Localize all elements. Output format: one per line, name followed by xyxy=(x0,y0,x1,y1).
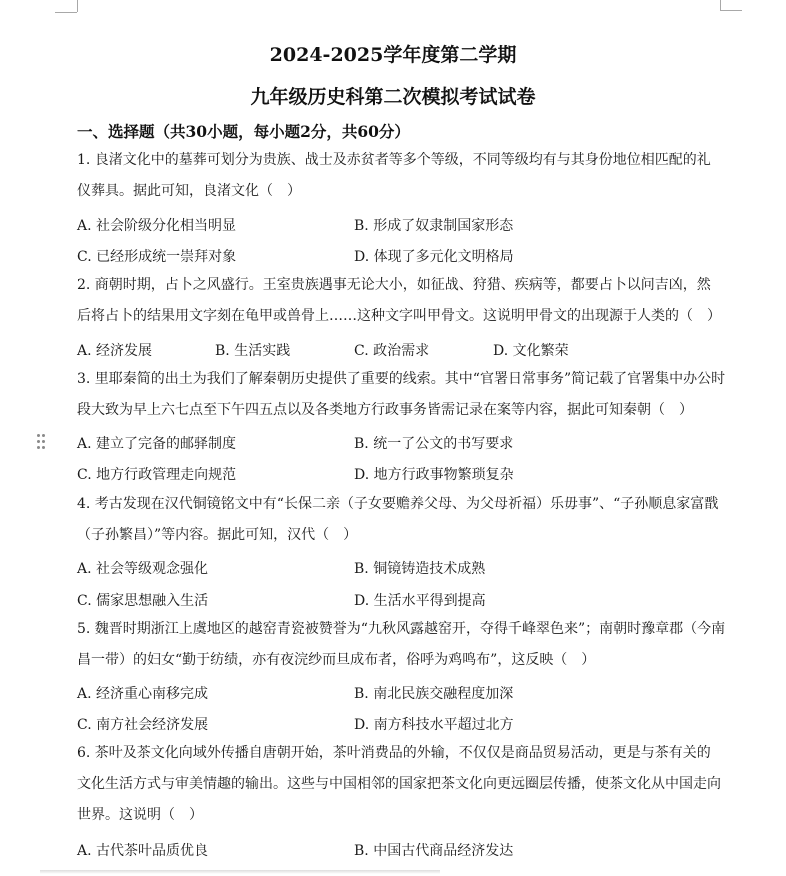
question-3 xyxy=(77,364,726,426)
q1-option-a: A. 社会阶级分化相当明显 xyxy=(77,218,237,234)
question-6-line-2: 文化生活方式与审美情趣的输出。这些与中国相邻的国家把茶文化向更远圈层传播，使茶文化从中国走向 xyxy=(77,776,721,792)
q1-option-c: C. 已经形成统一崇拜对象 xyxy=(77,249,237,265)
question-4-line-2: （子孙繁昌）”等内容。据此可知，汉代（ ） xyxy=(77,527,358,543)
q3-option-b: B. 统一了公文的书写要求 xyxy=(354,436,514,452)
document-title: 2024-2025学年度第二学期 xyxy=(269,44,517,66)
drag-handle-icon[interactable] xyxy=(37,434,47,452)
q4-option-c: C. 儒家思想融入生活 xyxy=(77,593,209,609)
q2-option-a: A. 经济发展 xyxy=(77,343,153,359)
question-1-line-1: 1. 良渚文化中的墓葬可划分为贵族、战士及赤贫者等多个等级，不同等级均有与其身份地位相匹配的礼 xyxy=(77,152,711,168)
q6-option-b: B. 中国古代商品经济发达 xyxy=(354,843,514,859)
question-6-line-1: 6. 茶叶及茶文化向域外传播自唐朝开始，茶叶消费品的外输，不仅仅是商品贸易活动，更是与茶有关的 xyxy=(77,745,711,761)
question-6 xyxy=(77,738,721,831)
question-1 xyxy=(77,145,717,207)
question-4 xyxy=(77,489,717,551)
section-heading: 一、选择题（共30小题，每小题2分，共60分） xyxy=(77,122,410,141)
q3-option-d: D. 地方行政事物繁琐复杂 xyxy=(354,467,514,483)
question-2-line-2: 后将占卜的结果用文字刻在龟甲或兽骨上……这种文字叫甲骨文。这说明甲骨文的出现源于人类的（ ） xyxy=(77,308,721,324)
document-subtitle: 九年级历史科第二次模拟考试试卷 xyxy=(250,86,536,108)
question-2-line-1: 2. 商朝时期，占卜之风盛行。王室贵族遇事无论大小，如征战、狩猎、疾病等，都要占卜以问吉凶，然 xyxy=(77,277,711,293)
q6-option-a: A. 古代茶叶品质优良 xyxy=(77,843,209,859)
q4-option-d: D. 生活水平得到提高 xyxy=(354,593,486,609)
crop-mark-top-right-h xyxy=(720,10,742,11)
q2-option-c: C. 政治需求 xyxy=(354,343,430,359)
question-3-line-1: 3. 里耶秦简的出土为我们了解秦朝历史提供了重要的线索。其中“官署日常事务”简记载了官署集中办公时 xyxy=(77,371,726,387)
q3-option-c: C. 地方行政管理走向规范 xyxy=(77,467,237,483)
next-line-fragment xyxy=(40,870,440,874)
question-5-line-2: 昌一带）的妇女“勤于纺绩，亦有夜浣纱而旦成布者，俗呼为鸡鸣布”，这反映（ ） xyxy=(77,652,596,668)
q1-option-b: B. 形成了奴隶制国家形态 xyxy=(354,218,514,234)
question-3-line-2: 段大致为早上六七点至下午四五点以及各类地方行政事务皆需记录在案等内容，据此可知秦朝（ ） xyxy=(77,402,693,418)
q5-option-d: D. 南方科技水平超过北方 xyxy=(354,717,514,733)
question-5 xyxy=(77,614,726,676)
q5-option-b: B. 南北民族交融程度加深 xyxy=(354,686,514,702)
crop-mark-top-right-v xyxy=(720,0,721,10)
question-4-line-1: 4. 考古发现在汉代铜镜铭文中有“长保二亲（子女要赡养父母、为父母祈福）乐毋事”、“子孙顺息家富戬 xyxy=(77,496,719,512)
q5-option-c: C. 南方社会经济发展 xyxy=(77,717,209,733)
q5-option-a: A. 经济重心南移完成 xyxy=(77,686,209,702)
question-2 xyxy=(77,270,721,332)
crop-mark-top-left-h xyxy=(55,12,77,13)
q2-option-b: B. 生活实践 xyxy=(215,343,291,359)
q4-option-b: B. 铜镜铸造技术成熟 xyxy=(354,561,486,577)
q3-option-a: A. 建立了完备的邮驿制度 xyxy=(77,436,237,452)
question-6-line-3: 世界。这说明（ ） xyxy=(77,807,203,823)
question-1-line-2: 仪葬具。据此可知，良渚文化（ ） xyxy=(77,183,301,199)
q1-option-d: D. 体现了多元化文明格局 xyxy=(354,249,514,265)
q4-option-a: A. 社会等级观念强化 xyxy=(77,561,209,577)
q2-option-d: D. 文化繁荣 xyxy=(493,343,569,359)
crop-mark-top-left-v xyxy=(77,0,78,12)
question-5-line-1: 5. 魏晋时期浙江上虞地区的越窑青瓷被赞誉为“九秋风露越窑开，夺得千峰翠色来”；南朝时豫章郡（今南 xyxy=(77,621,726,637)
